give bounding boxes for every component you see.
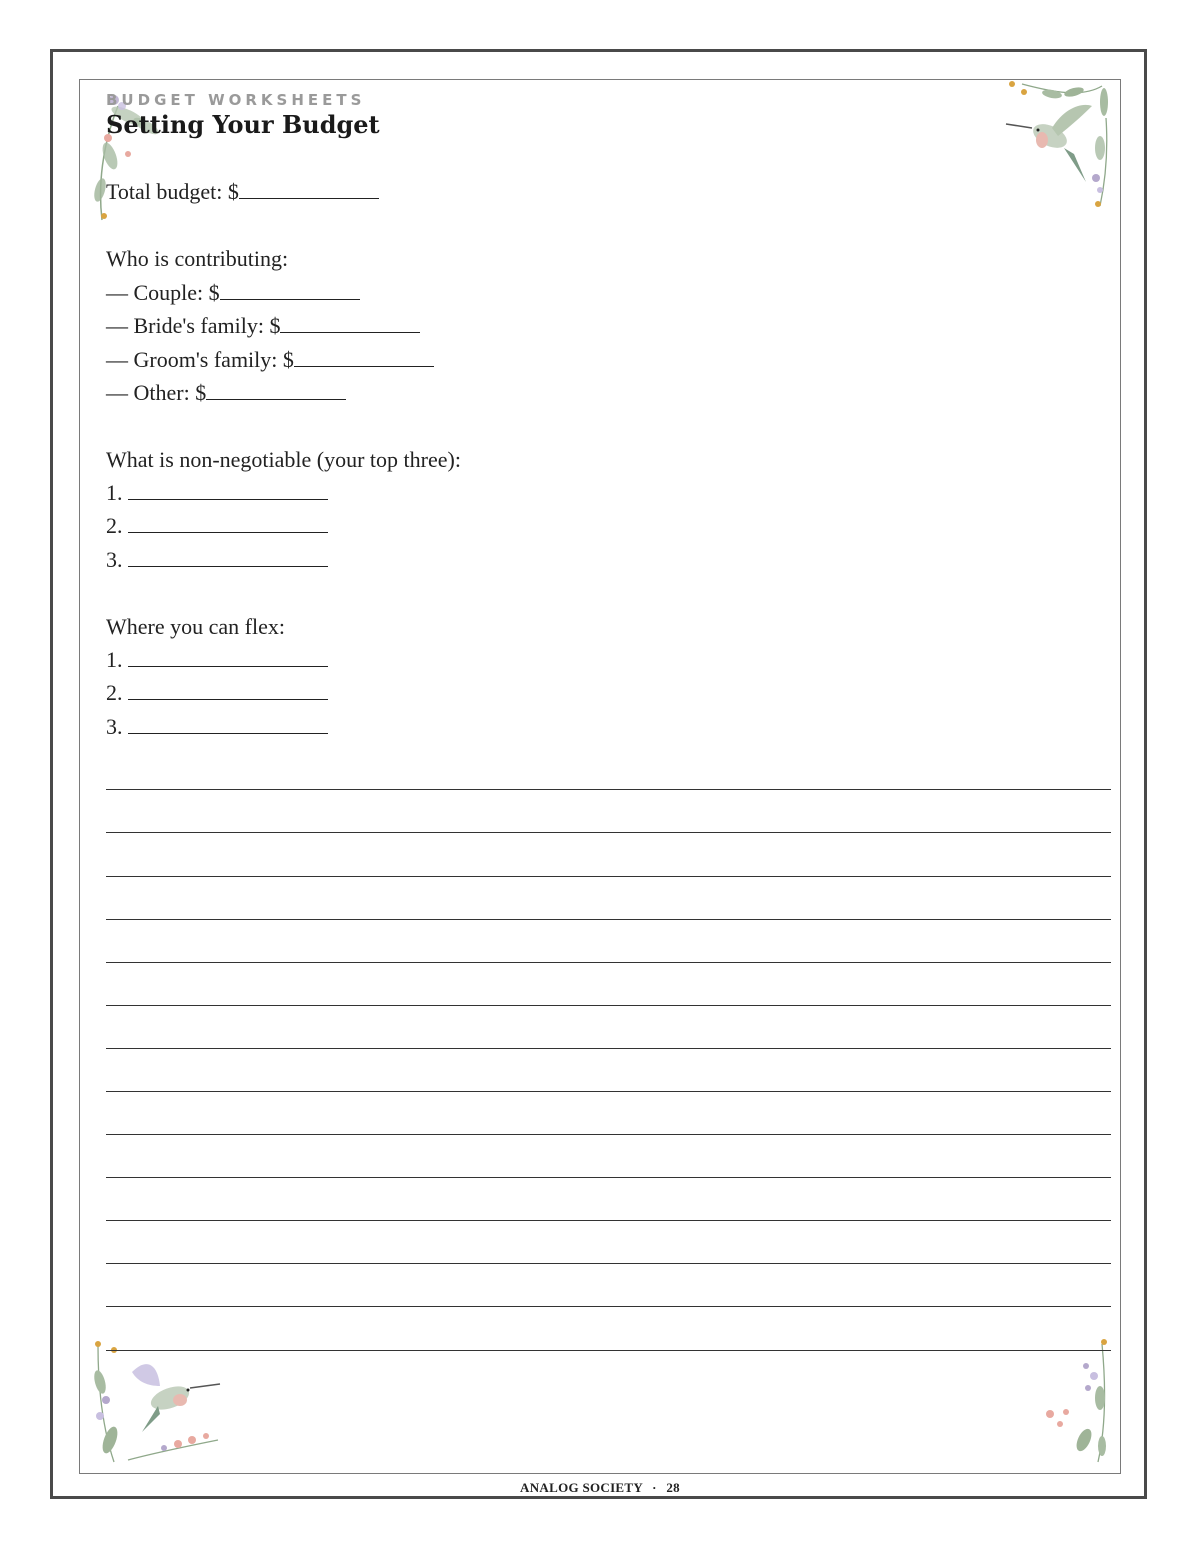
list-number: 2. [106,680,123,705]
list-number: 1. [106,480,123,505]
notes-writing-line[interactable] [106,1177,1111,1178]
notes-writing-line[interactable] [106,832,1111,833]
contributor-row-grooms-family [106,347,434,373]
non-negotiable-field[interactable] [128,514,328,533]
contributor-amount-field[interactable] [206,381,346,400]
contributor-row-couple [106,280,360,306]
contributor-amount-field[interactable] [280,314,420,333]
notes-writing-line[interactable] [106,919,1111,920]
notes-writing-line[interactable] [106,1350,1111,1351]
contributor-amount-field[interactable] [220,281,360,300]
flex-field[interactable] [128,681,328,700]
flex-field[interactable] [128,715,328,734]
flex-field[interactable] [128,648,328,667]
list-number: 1. [106,647,123,672]
contributor-row-brides-family [106,313,420,339]
total-budget-row [106,179,379,205]
non-negotiable-field[interactable] [128,548,328,567]
notes-writing-line[interactable] [106,1134,1111,1135]
notes-writing-line[interactable] [106,1005,1111,1006]
flex-item [106,714,328,740]
floral-corner-bottom-right-icon [1040,1336,1116,1466]
non-negotiable-item [106,480,328,506]
non-negotiable-item [106,547,328,573]
notes-writing-line[interactable] [106,1091,1111,1092]
total-budget-field[interactable] [239,180,379,199]
notes-writing-line[interactable] [106,1220,1111,1221]
notes-writing-line[interactable] [106,789,1111,790]
notes-writing-line[interactable] [106,962,1111,963]
contributor-label: — Couple: $ [106,280,220,305]
footer-separator: · [652,1480,657,1495]
total-budget-label: Total budget: $ [106,179,239,204]
flex-heading: Where you can flex: [106,614,285,639]
contributors-heading: Who is contributing: [106,246,289,271]
non-negotiable-heading: What is non-negotiable (your top three): [106,447,461,472]
notes-writing-line[interactable] [106,876,1111,877]
list-number: 3. [106,714,123,739]
contributor-amount-field[interactable] [294,348,434,367]
list-number: 2. [106,513,123,538]
flex-item [106,680,328,706]
page-footer [0,1480,1200,1496]
hummingbird-corner-bottom-left-icon [88,1336,228,1466]
contributor-label: — Bride's family: $ [106,313,281,338]
notes-writing-line[interactable] [106,1048,1111,1049]
notes-writing-line[interactable] [106,1306,1111,1307]
contributor-label: — Other: $ [106,380,207,405]
list-number: 3. [106,547,123,572]
notes-writing-line[interactable] [106,1263,1111,1264]
footer-brand: ANALOG SOCIETY [520,1480,643,1495]
hummingbird-corner-top-right-icon [1002,78,1114,210]
non-negotiable-item [106,513,328,539]
section-eyebrow: BUDGET WORKSHEETS [106,91,366,109]
contributor-row-other [106,380,346,406]
flex-item [106,647,328,673]
page-title: Setting Your Budget [106,110,380,139]
non-negotiable-field[interactable] [128,481,328,500]
contributor-label: — Groom's family: $ [106,347,294,372]
page-number: 28 [666,1480,680,1495]
